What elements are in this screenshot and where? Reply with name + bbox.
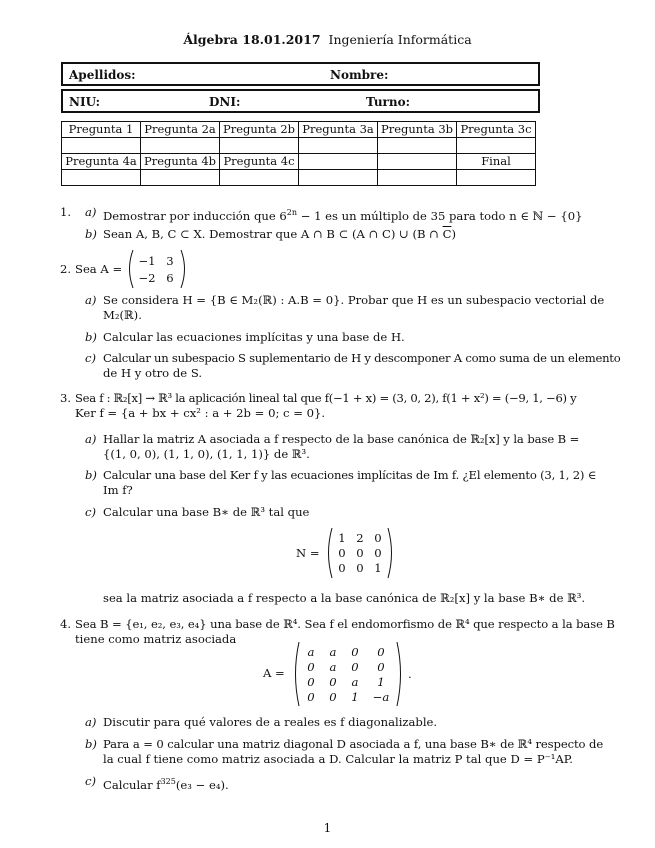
page-number: 1 xyxy=(323,821,332,835)
q4c-text xyxy=(103,774,229,793)
q2a-line1: Se considera H = {B ∈ M₂(ℝ) : A.B = 0}. Probar que H es un subespacio vectorial de xyxy=(103,293,605,307)
score-cell xyxy=(141,170,220,186)
q2-intro: Sea A = xyxy=(75,262,123,276)
grid-cell: Pregunta 3c xyxy=(457,122,536,138)
left-paren xyxy=(292,641,300,707)
q1a-pre: Demostrar por inducción que 6 xyxy=(103,208,287,223)
q1a-post: − 1 es un múltiplo de 35 para todo n ∈ ℕ − {0} xyxy=(297,208,583,223)
matrix-cell: 6 xyxy=(166,270,174,285)
matrix-cell: −a xyxy=(372,689,390,704)
q3a-label: a) xyxy=(85,432,97,446)
score-cell xyxy=(378,170,457,186)
matrix-cell: 1 xyxy=(377,674,385,689)
exam-title: Álgebra 18.01.2017 xyxy=(183,32,321,47)
id-box xyxy=(61,89,540,113)
matrix-cell: 1 xyxy=(351,689,359,704)
matrix-period: . xyxy=(408,667,412,681)
q2c-line1: Calcular un subespacio S suplementario de H y descomponer A como suma de un elemento xyxy=(103,351,621,365)
q4c-label: c) xyxy=(85,774,97,788)
dni-label: DNI: xyxy=(209,95,241,109)
question-1-number: 1. xyxy=(60,205,72,219)
turno-label: Turno: xyxy=(366,95,411,109)
grid-cell: Pregunta 2a xyxy=(141,122,220,138)
matrix-cell: 1 xyxy=(338,531,346,545)
grid-cell xyxy=(299,154,378,170)
q1b-label: b) xyxy=(85,227,97,241)
matrix-cell: 0 xyxy=(356,546,364,560)
niu-label: NIU: xyxy=(69,95,101,109)
matrix-cell: 0 xyxy=(351,644,359,659)
matrix-cell: 0 xyxy=(338,546,346,560)
q2-matrix-body xyxy=(134,254,180,285)
grid-cell: Pregunta 2b xyxy=(220,122,299,138)
q3a-line2: {(1, 0, 0), (1, 1, 0), (1, 1, 1)} de ℝ³. xyxy=(103,447,310,461)
nombre-label: Nombre: xyxy=(330,68,389,82)
q4c-post: (e₃ − e₄). xyxy=(175,777,229,792)
score-grid xyxy=(61,121,536,186)
q3c-text: Calcular una base B∗ de ℝ³ tal que xyxy=(103,505,310,519)
q1b-text xyxy=(103,227,456,242)
q3b-line2: Im f? xyxy=(103,483,133,497)
matrix-cell: −2 xyxy=(138,270,156,285)
q3-line1: Sea f : ℝ₂[x] → ℝ³ la aplicación lineal tal que f(−1 + x) = (3, 0, 2), f(1 + x²) = (−9, 1, −6) y xyxy=(75,391,577,405)
q4c-sup: 325 xyxy=(160,777,176,786)
matrix-cell: 0 xyxy=(356,561,364,575)
matrix-cell: 0 xyxy=(307,689,315,704)
matrix-cell: 0 xyxy=(374,531,382,545)
grid-cell: Pregunta 4b xyxy=(141,154,220,170)
score-cell xyxy=(220,138,299,154)
q2c-label: c) xyxy=(85,351,97,365)
q4a-label: a) xyxy=(85,715,97,729)
matrix-cell: 0 xyxy=(329,689,337,704)
q2c-line2: de H y otro de S. xyxy=(103,366,203,380)
score-cell xyxy=(299,170,378,186)
matrix-cell: 0 xyxy=(377,644,385,659)
matrix-cell: 0 xyxy=(307,674,315,689)
score-cell xyxy=(457,138,536,154)
matrix-cell: a xyxy=(329,644,337,659)
right-paren xyxy=(387,527,395,579)
q3b-line1: Calcular una base del Ker f y las ecuaciones implícitas de Im f. ¿El elemento (3, 1, 2) ∈ xyxy=(103,468,597,482)
right-paren xyxy=(180,249,188,289)
q3c-label: c) xyxy=(85,505,97,519)
q3a-line1: Hallar la matriz A asociada a f respecto de la base canónica de ℝ₂[x] y la base B = xyxy=(103,432,580,446)
q2-matrix xyxy=(126,249,188,289)
score-cell xyxy=(378,138,457,154)
question-2-number: 2. xyxy=(60,262,72,276)
q1b-pre: Sean A, B, C ⊂ X. Demostrar que A ∩ B ⊂ (A ∩ C) ∪ (B ∩ xyxy=(103,227,443,241)
q4b-line1: Para a = 0 calcular una matriz diagonal D asociada a f, una base B∗ de ℝ⁴ respecto de xyxy=(103,737,604,751)
matrix-cell: 0 xyxy=(329,674,337,689)
grid-row-scores-1 xyxy=(62,138,536,154)
matrix-cell: 0 xyxy=(377,659,385,674)
score-cell xyxy=(62,170,141,186)
degree-name: Ingeniería Informática xyxy=(328,32,472,47)
q1a-text xyxy=(103,205,582,224)
matrix-cell: a xyxy=(307,644,315,659)
grid-cell: Pregunta 3a xyxy=(299,122,378,138)
right-paren xyxy=(396,641,404,707)
q3-line2: Ker f = {a + bx + cx² : a + 2b = 0; c = 0}. xyxy=(75,406,326,420)
grid-cell: Pregunta 4a xyxy=(62,154,141,170)
grid-cell xyxy=(378,154,457,170)
grid-cell: Final xyxy=(457,154,536,170)
grid-cell: Pregunta 1 xyxy=(62,122,141,138)
score-cell xyxy=(299,138,378,154)
question-4-number: 4. xyxy=(60,617,72,631)
q2a-line2: M₂(ℝ). xyxy=(103,308,142,322)
matrix-cell: a xyxy=(329,659,337,674)
q3-matrix-body xyxy=(333,531,387,575)
q3c-after: sea la matriz asociada a f respecto a la base canónica de ℝ₂[x] y la base B∗ de ℝ³. xyxy=(103,591,586,605)
q4a-text: Discutir para qué valores de a reales es f diagonalizable. xyxy=(103,715,438,729)
q2b-label: b) xyxy=(85,330,97,344)
q3-matrix xyxy=(325,527,395,579)
q2a-label: a) xyxy=(85,293,97,307)
question-3-number: 3. xyxy=(60,391,72,405)
n-matrix-label: N = xyxy=(296,546,320,560)
grid-cell: Pregunta 4c xyxy=(220,154,299,170)
matrix-cell: 0 xyxy=(307,659,315,674)
score-cell xyxy=(220,170,299,186)
q1b-post: ) xyxy=(451,227,456,241)
grid-cell: Pregunta 3b xyxy=(378,122,457,138)
matrix-cell: 3 xyxy=(166,253,174,268)
apellidos-label: Apellidos: xyxy=(69,68,136,82)
matrix-cell: 2 xyxy=(356,531,364,545)
q4c-pre: Calcular f xyxy=(103,777,161,792)
q1a-label: a) xyxy=(85,205,97,219)
q1a-sup: 2n xyxy=(286,208,298,217)
grid-row-scores-2 xyxy=(62,170,536,186)
q4-matrix-body xyxy=(300,645,396,704)
q4-matrix xyxy=(292,641,412,707)
matrix-cell: 1 xyxy=(374,561,382,575)
exam-header xyxy=(0,32,655,47)
grid-row-headers-2 xyxy=(62,154,536,170)
q1b-bar: $\overline{C}$ xyxy=(442,227,452,241)
q4-line1: Sea B = {e₁, e₂, e₃, e₄} una base de ℝ⁴. Sea f el endomorfismo de ℝ⁴ que respecto a la base B xyxy=(75,617,615,631)
name-box xyxy=(61,62,540,86)
q4b-line2: la cual f tiene como matriz asociada a D. Calcular la matriz P tal que D = P⁻¹AP. xyxy=(103,752,573,766)
matrix-cell: 0 xyxy=(338,561,346,575)
q2b-text: Calcular las ecuaciones implícitas y una base de H. xyxy=(103,330,405,344)
score-cell xyxy=(141,138,220,154)
q4-line2: tiene como matriz asociada xyxy=(75,632,237,646)
matrix-cell: 0 xyxy=(374,546,382,560)
left-paren xyxy=(126,249,134,289)
matrix-cell: 0 xyxy=(351,659,359,674)
q4b-label: b) xyxy=(85,737,97,751)
score-cell xyxy=(62,138,141,154)
matrix-cell: −1 xyxy=(138,253,156,268)
grid-row-headers-1 xyxy=(62,122,536,138)
a-matrix-label: A = xyxy=(263,666,285,680)
score-cell xyxy=(457,170,536,186)
q3b-label: b) xyxy=(85,468,97,482)
left-paren xyxy=(325,527,333,579)
matrix-cell: a xyxy=(351,674,359,689)
